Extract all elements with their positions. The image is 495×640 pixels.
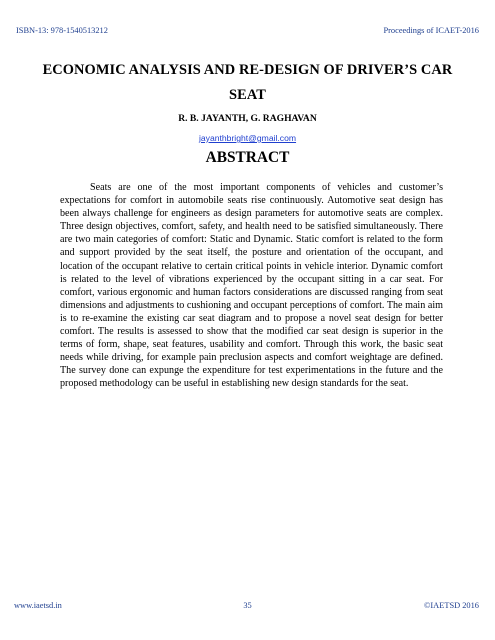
website-footer-link[interactable]: www.iaetsd.in — [14, 601, 62, 610]
paper-authors: R. B. JAYANTH, G. RAGHAVAN — [178, 113, 317, 124]
paper-title: ECONOMIC ANALYSIS AND RE-DESIGN OF DRIVER’S CAR SEAT — [42, 62, 453, 103]
page-number: 35 — [243, 601, 252, 610]
abstract-body: Seats are one of the most important components of vehicles and customer’s expectations for comfort in automobile seats rise continuously. Automotive seat design has been always challenge for engineers as design parameters for automotive seats are complex. Three design objectives, comfort, safety, and health need to be satisfied simultaneously. There are two main categories of comfort: Static and Dynamic. Static comfort is related to the form and support provided by the seat itself, the posture and orientation of the occupant, and location of the occupant relative to certain critical points in vehicle interior. Dynamic comfort is related to the level of vibrations experienced by the occupant sitting in a car seat. For comfort, various ergonomic and human factors considerations are discussed ranging from seat dimensions and adjustments to cushioning and occupant perceptions of comfort. The main aim is to re-examine the existing car seat diagram and to propose a novel seat design for better comfort. The results is assessed to show that the modified car seat design is superior in the terms of form, shape, seat features, usability and comfort. Through this work, the basic seat needs while driving, for example pain preclusion aspects and comfort weightage are defined. The survey done can expunge the expenditure for test experimentations in the future and the proposed methodology can be useful in establishing new design standards for the seat. — [60, 182, 443, 390]
isbn-header: ISBN-13: 978-1540513212 — [16, 26, 108, 35]
proceedings-header: Proceedings of ICAET-2016 — [383, 26, 479, 35]
author-email-link[interactable]: jayanthbright@gmail.com — [198, 133, 297, 143]
abstract-heading: ABSTRACT — [205, 149, 290, 166]
copyright-footer: ©IAETSD 2016 — [424, 601, 479, 610]
